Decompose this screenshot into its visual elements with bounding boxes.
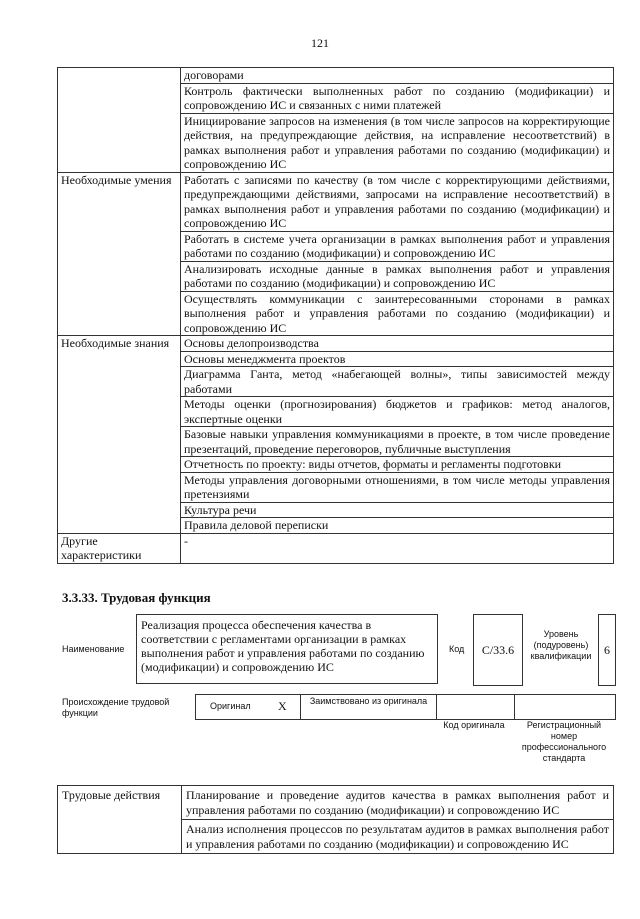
reg-number-label: Регистрационный номер профессионального стандарта bbox=[521, 720, 607, 763]
table-cell: Контроль фактически выполненных работ по созданию (модификации) и сопровождению ИС и связанных с ними платежей bbox=[181, 83, 614, 113]
original-label: Оригинал bbox=[210, 701, 251, 711]
table-cell: Культура речи bbox=[181, 502, 614, 518]
page-number: 121 bbox=[311, 36, 329, 50]
table-cell: Инициирование запросов на изменения (в том числе запросов на корректирующие действия, на предупреждающие действия, на исправление несоответствий) в рамках выполнения работ и управления работами по созданию (модификации) и сопровождению ИС bbox=[181, 113, 614, 172]
table-cell: - bbox=[181, 533, 614, 563]
table-cell: Анализ исполнения процессов по результатам аудитов в рамках выполнения работ и управления работами по созданию (модификации) и сопровождению ИС bbox=[182, 820, 614, 854]
row-label-skills: Необходимые умения bbox=[58, 172, 181, 336]
table-row bbox=[58, 786, 614, 820]
table-cell: Отчетность по проекту: виды отчетов, форматы и регламенты подготовки bbox=[181, 457, 614, 473]
cell-divider bbox=[514, 695, 515, 719]
table-cell: Правила деловой переписки bbox=[181, 518, 614, 534]
competency-table bbox=[57, 67, 614, 564]
cell-divider bbox=[436, 695, 437, 719]
cell-divider bbox=[300, 695, 301, 719]
labor-actions-label: Трудовые действия bbox=[58, 786, 182, 854]
row-label-other: Другие характеристики bbox=[58, 533, 181, 563]
table-cell: Основы делопроизводства bbox=[181, 336, 614, 352]
table-cell: Планирование и проведение аудитов качества в рамках выполнения работ и управления работами по созданию (модификации) и сопровождению ИС bbox=[182, 786, 614, 820]
origin-row bbox=[195, 694, 616, 720]
row-label-knowledge: Необходимые знания bbox=[58, 336, 181, 534]
table-cell: Основы менеджмента проектов bbox=[181, 351, 614, 367]
function-name-box: Реализация процесса обеспечения качества в соответствии с регламентами организации в рамках выполнения работ и управления работами по созданию (модификации) и сопровождению ИС bbox=[136, 614, 438, 684]
borrowed-label: Заимствовано из оригинала bbox=[309, 696, 428, 706]
level-label: Уровень (подуровень) квалификации bbox=[530, 629, 592, 661]
table-cell: Анализировать исходные данные в рамках выполнения работ и управления работами по созданию (модификации) и сопровождению ИС bbox=[181, 261, 614, 291]
table-cell: Методы управления договорными отношениями, в том числе методы управления претензиями bbox=[181, 472, 614, 502]
level-value-box: 6 bbox=[598, 614, 616, 686]
origin-label: Происхождение трудовой функции bbox=[62, 697, 170, 718]
labor-actions-table bbox=[57, 785, 614, 854]
origin-code-label: Код оригинала bbox=[443, 720, 505, 730]
table-cell: Базовые навыки управления коммуникациями в проекте, в том числе проведение презентаций, проведение переговоров, публичные выступления bbox=[181, 427, 614, 457]
table-row bbox=[58, 533, 614, 563]
row-label bbox=[58, 68, 181, 173]
code-value-box: C/33.6 bbox=[473, 614, 523, 686]
table-row bbox=[58, 68, 614, 84]
table-cell: договорами bbox=[181, 68, 614, 84]
code-label: Код bbox=[449, 644, 465, 654]
table-cell: Работать в системе учета организации в рамках выполнения работ и управления работами по созданию (модификации) и сопровождению ИС bbox=[181, 231, 614, 261]
section-heading: 3.3.33. Трудовая функция bbox=[62, 590, 211, 605]
table-row bbox=[58, 336, 614, 352]
original-mark: X bbox=[278, 699, 287, 713]
table-cell: Работать с записями по качеству (в том числе с корректирующими действиями, предупреждающими действиями, запросами на исправление несоответствий) в рамках выполнения работ и управления работами по созданию (модификации) и сопровождению ИС bbox=[181, 172, 614, 231]
table-cell: Осуществлять коммуникации с заинтересованными сторонами в рамках выполнения работ и управления работами по созданию (модификации) и сопровождению ИС bbox=[181, 291, 614, 336]
name-label: Наименование bbox=[62, 644, 125, 654]
table-cell: Диаграмма Ганта, метод «набегающей волны», типы зависимостей между работами bbox=[181, 367, 614, 397]
table-cell: Методы оценки (прогнозирования) бюджетов и графиков: метод аналогов, экспертные оценки bbox=[181, 397, 614, 427]
table-row bbox=[58, 172, 614, 231]
